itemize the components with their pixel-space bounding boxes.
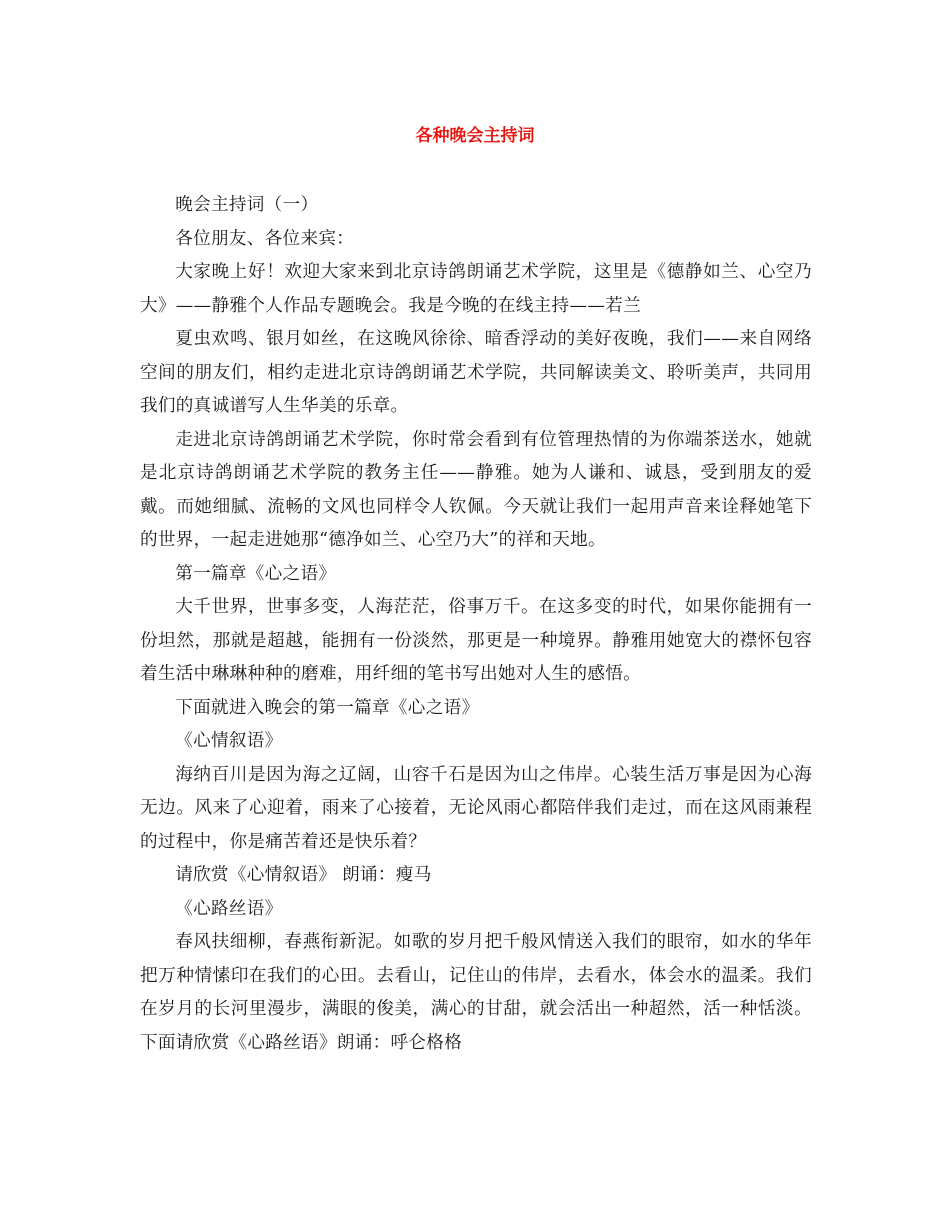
greeting: 各位朋友、各位来宾： [175,228,355,249]
section-heading: 晚会主持词（一） [175,195,319,215]
paragraph: 海纳百川是因为海之辽阔，山容千石是因为山之伟岸。心装生活万事是因为心海无边。风来了心迎着，雨来了心接着，无论风雨心都陪伴我们走过，而在这风雨兼程的过程中，你是痛苦着还是快乐着？ [140,764,812,852]
piece-title: 《心情叙语》 [175,731,283,751]
paragraph: 春风扶细柳，春燕衔新泥。如歌的岁月把千般风情送入我们的眼帘，如水的华年把万种情愫印在我们的心田。去看山，记住山的伟岸，去看水，体会水的温柔。我们在岁月的长河里漫步，满眼的俊美，满心的甘甜，就会活出一种超然，活一种恬淡。下面请欣赏《心路丝语》朗诵：呼仑格格 [140,932,812,1053]
piece-title: 《心路丝语》 [175,898,283,919]
paragraph: 大家晚上好！欢迎大家来到北京诗鸽朗诵艺术学院，这里是《德静如兰、心空乃大》——静雅个人作品专题晚会。我是今晚的在线主持——若兰 [140,262,812,316]
chapter-heading: 第一篇章《心之语》 [175,563,337,584]
paragraph: 夏虫欢鸣、银月如丝，在这晚风徐徐、暗香浮动的美好夜晚，我们——来自网络空间的朋友们，相约走进北京诗鸽朗诵艺术学院，共同解读美文、聆听美声，共同用我们的真诚谱写人生华美的乐章。 [140,329,812,416]
document-body [140,189,812,1060]
paragraph: 大千世界，世事多变，人海茫茫，俗事万千。在这多变的时代，如果你能拥有一份坦然，那就是超越，能拥有一份淡然，那更是一种境界。静雅用她宽大的襟怀包容着生活中琳琳种种的磨难，用纤细的笔书写出她对人生的感悟。 [140,597,812,684]
document-title: 各种晚会主持词 [415,126,535,146]
paragraph: 下面就进入晚会的第一篇章《心之语》 [175,697,480,718]
paragraph: 走进北京诗鸽朗诵艺术学院，你时常会看到有位管理热情的为你端茶送水，她就是北京诗鸽朗诵艺术学院的教务主任——静雅。她为人谦和、诚恳，受到朋友的爱戴。而她细腻、流畅的文风也同样令人钦佩。今天就让我们一起用声音来诠释她笔下的世界，一起走进她那“德净如兰、心空乃大”的祥和天地。 [140,429,812,550]
paragraph: 请欣赏《心情叙语》 朗诵：瘦马 [175,865,432,885]
